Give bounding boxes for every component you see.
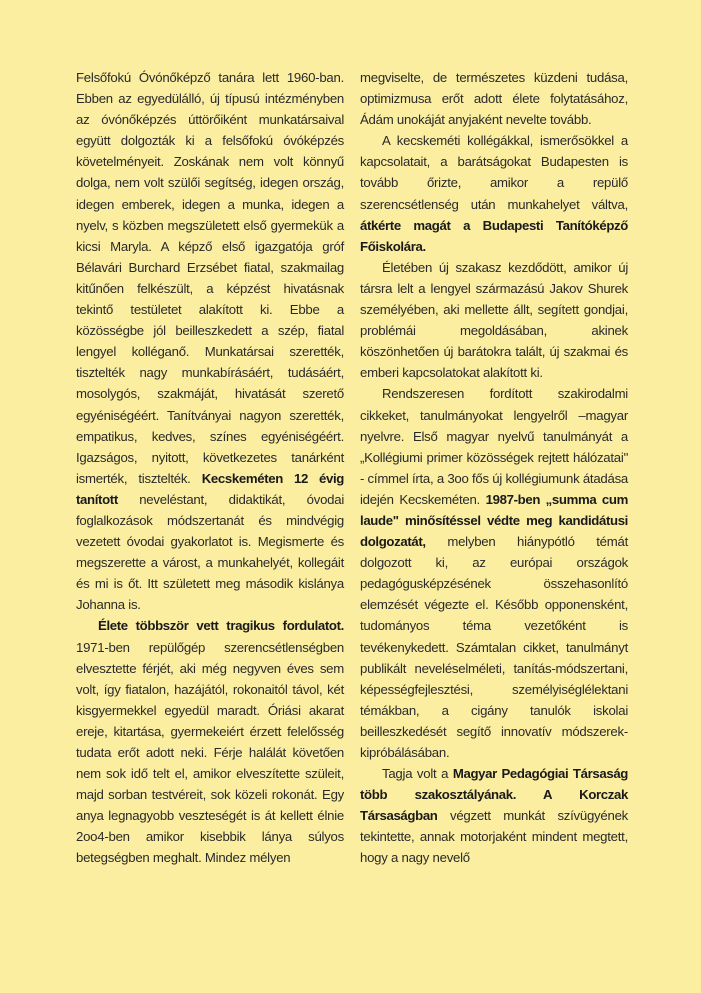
text-run: végzett munkát szívügyének tekintette, annak motorjaként mindent megtett, hogy a nagy nevelő [360, 808, 628, 866]
paragraph-societies [360, 763, 628, 868]
bold-text: átkérte magát a Budapesti Tanítóképző Főiskolára. [360, 217, 628, 254]
text-run: neveléstant, didaktikát, óvodai foglalkozások módszertanát és mindvégig vezetett óvodai gyakorlatot is. Megismerte és megszerette a várost, a munkahelyét, kollegáit és mi is őt. Itt született meg második kislánya Johanna is. [76, 491, 344, 613]
right-column [360, 67, 628, 869]
text-run: melyben hiánypótló témát dolgozott ki, az európai országok pedagógusképzésének összehasonlító elemzését végezte el. Később opponensként, tudományos téma vezetőként is tevékenykedett. Számtalan cikket, tanulmányt publikált neveléselméleti, tanítás-módszertani, képességfejlesztési, személyiséglélektani témákban, a cigány tanulók iskolai beilleszkedését segítő innovatív módszerek-kipróbálásában. [360, 534, 628, 760]
bold-text: Magyar Pedagógiai Társaság több szakosztályának. A Korczak Társaságban [360, 766, 629, 824]
text-run: Tagja volt a [382, 766, 453, 782]
paragraph-new-partner: Életében új szakasz kezdődött, amikor új társra lelt a lengyel származású Jakov Shurek személyében, aki mellette állt, segített gondjai, problémái megoldásában, akinek köszönhetően új barátokra talált, új szakmai és emberi kapcsolatokat alakított ki. [360, 259, 628, 381]
bold-text: Kecskeméten 12 évig tanított [76, 470, 344, 507]
bold-text: Élete többször vett tragikus fordulatot. [98, 618, 344, 634]
bold-text: 1987-ben „summa cum laude" minősítéssel védte meg kandidátusi dolgozatát, [360, 491, 628, 550]
paragraph-budapest [360, 130, 628, 257]
text-run: 1971-ben repülőgép szerencsétlenségben elvesztette férjét, aki még negyven éves sem volt, így fiatalon, hazájától, rokonaitól távol, két kisgyermekkel egyedül maradt. Óriási akarat ereje, kitartása, gyermekeiért érzett felelősség tudata erőt adott neki. Férje halálát követően nem sok idő telt el, amikor elveszítette szüleit, majd sorban testvéreit, sok közeli rokonát. Egy anya legnagyobb veszteségét is át kellett élnie 2oo4-ben amikor kisebbik lánya súlyos betegségben meghalt. Mindez mélyen [76, 639, 344, 866]
text-run: Felsőfokú Óvónőképző tanára lett 1960-ban. Ebben az egyedülálló, új típusú intézményben az óvónőképzés úttörőiként munkatársaival együtt dolgozták ki a felsőfokú óvóképzés követelményeit. Zoskának nem volt könnyű dolga, nem volt szülői segítség, idegen ország, idegen emberek, idegen a munka, idegen a nyelv, s közben megszületett első gyermekük a kicsi Maryla. A képző első igazgatója gróf Bélavári Burchard Erzsébet fiatal, szakmailag kitűnően felkészült, a képzést hivatásnak tekintő testületet alakított ki. Ebbe a közösségbe jól beilleszkedett a szép, fiatal lengyel kolléganő. Munkatársai szerették, tisztelték nagy munkabírásáért, tudásáért, mosolygós, szakmáját, hivatását szerető egyéniségéért. Tanítványai nagyon szerették, empatikus, kedves, színes egyéniségéért. Igazságos, nyitott, következetes tanárként ismerték, tisztelték. [76, 70, 344, 486]
paragraph-translations [360, 383, 628, 763]
paragraph-tragedy [76, 615, 344, 868]
paragraph-continuation: megviselte, de természetes küzdeni tudása, optimizmusa erőt adott élete folytatásához, Ádám unokáját anyjaként nevelte tovább. [360, 70, 628, 128]
left-column [76, 67, 344, 869]
text-run: Rendszeresen fordított szakirodalmi cikkeket, tanulmányokat lengyelről –magyar nyelvre. Első magyar nyelvű tanulmányát a „Kollégiumi primer közösségek rejtett hálózatai" - címmel írta, a 3oo fős új kollégiumunk átadása idején Kecskeméten. [360, 386, 629, 507]
paragraph-kecskemet [76, 67, 344, 615]
text-run: A kecskeméti kollégákkal, ismerősökkel a kapcsolatait, a barátságokat Budapesten is tovább őrizte, amikor a repülő szerencsétlenség után munkahelyet váltva, [360, 133, 628, 212]
